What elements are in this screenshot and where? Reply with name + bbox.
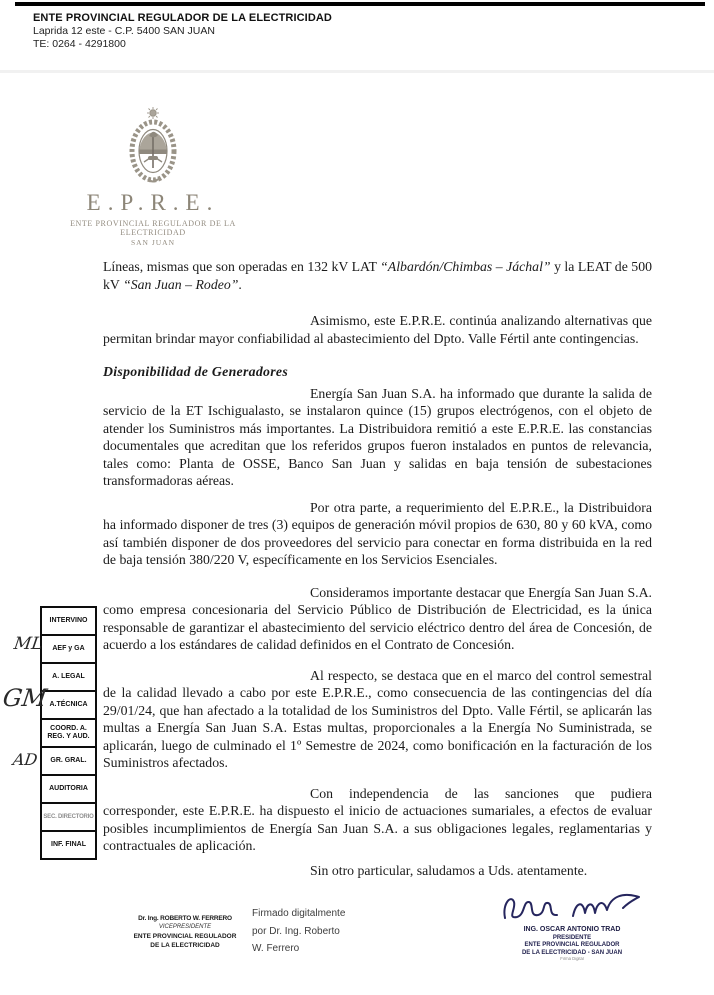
p1-text: Líneas, mismas que son operadas en 132 kV LAT <box>103 259 381 274</box>
p1-text2: y la LEAT de 500 kV <box>103 259 652 292</box>
stamp-box-sec-directorio: SEC. DIRECTORIO <box>40 802 97 832</box>
letterhead-address: Laprida 12 este - C.P. 5400 SAN JUAN <box>33 25 215 37</box>
stamp-box-a-tecnica: A.TÉCNICA <box>40 690 97 720</box>
president-signature-block <box>492 888 652 963</box>
president-name: ING. OSCAR ANTONIO TRAD <box>523 926 621 933</box>
vicepresident-org1: ENTE PROVINCIAL REGULADOR <box>133 932 237 940</box>
handwritten-initials-ml: ML <box>12 634 45 654</box>
letter-body <box>103 258 652 879</box>
coat-of-arms-icon <box>120 106 186 186</box>
header-divider <box>0 70 714 73</box>
p1-quote-sanjuan-rodeo: “San Juan – Rodeo” <box>123 276 239 292</box>
stamp-box-gr-gral: GR. GRAL. <box>40 746 97 776</box>
digital-signature-note: Firmado digitalmente por Dr. Ing. Roberto W. Ferrero <box>252 908 346 954</box>
paragraph-lines-operadas <box>103 258 652 293</box>
paragraph-consideramos: Consideramos importante destacar que Energía San Juan S.A. como empresa concesionaria del Servicio Público de Distribución de Electricidad, es la única responsable de garantizar el abastecimiento del servicio eléctrico dentro del área de Concesión, de acuerdo a los estándares de calidad definidos en el Contrato de Concesión. <box>103 584 652 652</box>
stamp-box-intervino: INTERVINO <box>40 606 97 636</box>
stamp-box-aef-y-ga: AEF y GA <box>40 634 97 664</box>
paragraph-con-independencia: Con independencia de las sanciones que pudiera corresponder, este E.P.R.E. ha dispuesto el inicio de actuaciones sumariales, a efectos de evaluar posibles incumplimientos de Energía San Juan S.A. a sus obligaciones legales, reglamentarias y contractuales de aplicación. <box>103 785 652 853</box>
stamp-box-inf-final: INF. FINAL <box>40 830 97 860</box>
p1-quote-albardon: “Albardón/Chimbas – Jáchal” <box>380 259 551 274</box>
paragraph-por-otra-parte: Por otra parte, a requerimiento del E.P.R.E., la Distribuidora ha informado disponer de tres (3) equipos de generación móvil propios de 630, 80 y 60 kVA, como así también disponer de dos proveedores del servicio para conectar en forma distribuida en la red de baja tensión 380/220 V, específicamente en los Servicios Esenciales. <box>103 499 652 567</box>
handwritten-signature-icon <box>497 888 647 928</box>
handwritten-initials-ad: AD <box>11 750 39 769</box>
president-org2: DE LA ELECTRICIDAD - SAN JUAN <box>521 949 623 956</box>
handwritten-initials-gm: GM <box>1 684 49 712</box>
vicepresident-title: VICEPRESIDENTE <box>158 924 212 930</box>
stamp-box-coord-reg-aud: COORD. A. REG. Y AUD. <box>40 718 97 748</box>
header-top-rule <box>15 2 705 6</box>
president-org1: ENTE PROVINCIAL REGULADOR <box>524 942 620 948</box>
p1-text3: . <box>238 276 242 292</box>
closing-line: Sin otro particular, saludamos a Uds. atentamente. <box>310 862 588 878</box>
vicepresident-stamp <box>122 915 248 949</box>
logo-location: SAN JUAN <box>130 238 176 247</box>
president-title: PRESIDENTE <box>552 934 592 941</box>
logo-caption: ENTE PROVINCIAL REGULADOR DE LA ELECTRICIDAD <box>70 219 236 237</box>
paragraph-energia-informado: Energía San Juan S.A. ha informado que durante la salida de servicio de la ET Ischigualasto, se instalaron quince (15) grupos electrógenos, con el objeto de atender los Suministros más importantes. La Distribuidora remitió a este E.P.R.E. las constancias documentales que acreditan que los referidos grupos fueron instalados en puntos de relevancia, tales como: Planta de OSSE, Banco San Juan y salidas en baja tensión de subestaciones transformadoras aéreas. <box>103 385 652 488</box>
president-firma-digital-note: Firma Digital <box>560 956 584 961</box>
stamp-box-a-legal: A. LEGAL <box>40 662 97 692</box>
vicepresident-org2: DE LA ELECTRICIDAD <box>150 942 220 949</box>
letterhead-phone: TE: 0264 - 4291800 <box>33 38 126 50</box>
paragraph-al-respecto: Al respecto, se destaca que en el marco del control semestral de la calidad llevado a cabo por este E.P.R.E., como consecuencia de las contingencias del día 29/01/24, que han afectado a la totalidad de los Suministros del Dpto. Valle Fértil, se aplicarán las multas a Energía San Juan S.A. Estas multas, proporcionales a la Energía No Suministrada, se aplicarán, luego de culminado el 1º Semestre de 2024, como bonificación en la facturación de los Suministros afectados. <box>103 667 652 770</box>
vicepresident-name: Dr. Ing. ROBERTO W. FERRERO <box>138 915 232 922</box>
section-heading-disponibilidad: Disponibilidad de Generadores <box>103 364 288 379</box>
logo-acronym: E.P.R.E. <box>86 190 220 215</box>
letterhead-org-name: ENTE PROVINCIAL REGULADOR DE LA ELECTRICIDAD <box>33 12 332 24</box>
paragraph-asimismo: Asimismo, este E.P.R.E. continúa analizando alternativas que permitan brindar mayor confiabilidad al abastecimiento del Dpto. Valle Fértil ante contingencias. <box>103 313 652 346</box>
routing-stamp-column <box>40 606 97 860</box>
stamp-box-auditoria: AUDITORIA <box>40 774 97 804</box>
epre-logo <box>58 106 248 247</box>
letterhead <box>33 12 332 50</box>
